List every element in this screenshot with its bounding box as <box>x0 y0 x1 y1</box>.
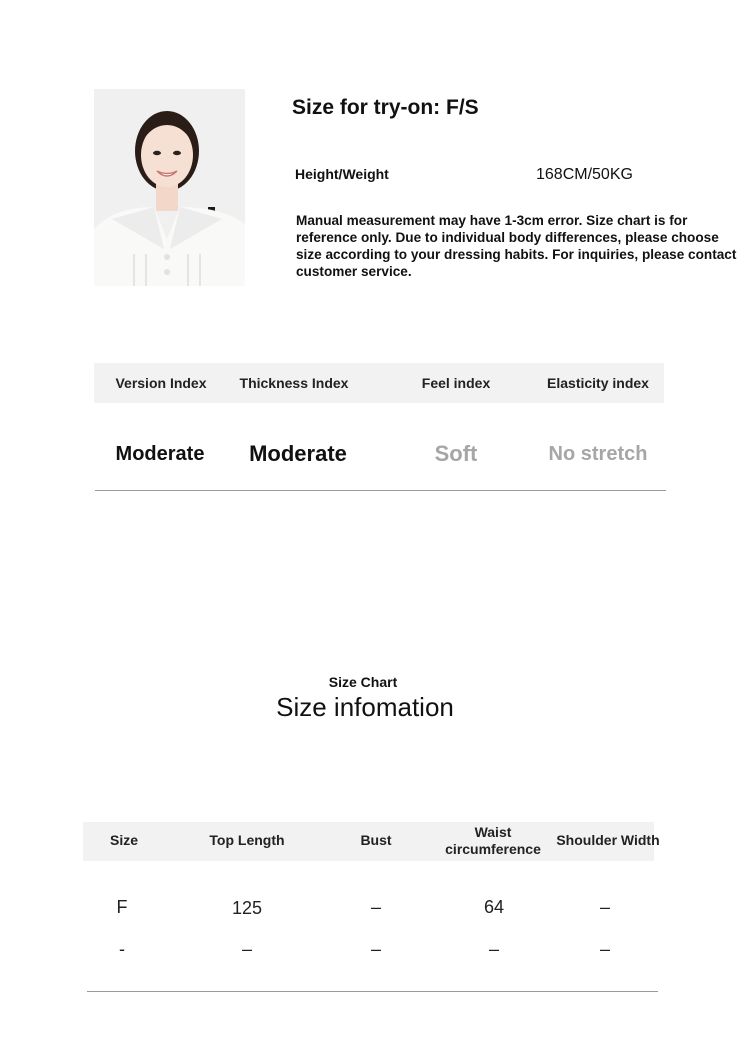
table-cell: – <box>370 897 381 917</box>
value-elasticity-index: No stretch <box>548 443 648 465</box>
size-chart-title: Size infomation <box>276 692 454 722</box>
table-cell: 64 <box>483 897 505 917</box>
header-top-length: Top Length <box>209 832 285 848</box>
tryon-size-title: Size for try-on: F/S <box>292 96 479 119</box>
table-cell: – <box>370 939 381 959</box>
measurement-note: Manual measurement may have 1-3cm error. Size chart is for reference only. Due to individual body differences, please choose size according to your dressing habits. For inquiries, please contact customer service. <box>296 213 737 279</box>
value-feel-index: Soft <box>434 441 478 466</box>
table-cell: F <box>116 897 128 917</box>
value-version-index: Moderate <box>115 443 205 465</box>
header-feel-index: Feel index <box>421 375 491 391</box>
table-cell: – <box>241 939 252 959</box>
header-waist-line1: Waist <box>474 824 512 840</box>
height-weight-label: Height/Weight <box>295 166 389 182</box>
header-version-index: Version Index <box>115 375 207 391</box>
table-cell: – <box>599 939 610 959</box>
header-waist-line2: circumference <box>445 841 541 857</box>
header-elasticity-index: Elasticity index <box>547 375 649 391</box>
model-photo <box>94 89 245 286</box>
model-illustration <box>94 89 245 286</box>
divider <box>95 490 666 491</box>
header-shoulder-width: Shoulder Width <box>556 832 660 848</box>
table-cell: – <box>599 897 610 917</box>
value-thickness-index: Moderate <box>249 441 347 466</box>
size-chart-subtitle: Size Chart <box>328 674 398 690</box>
header-bust: Bust <box>360 832 392 848</box>
divider <box>87 991 658 992</box>
header-thickness-index: Thickness Index <box>239 375 349 391</box>
header-size: Size <box>109 832 138 848</box>
table-cell: - <box>119 939 125 959</box>
table-cell: 125 <box>231 898 263 918</box>
height-weight-value: 168CM/50KG <box>536 166 633 183</box>
table-cell: – <box>488 939 499 959</box>
